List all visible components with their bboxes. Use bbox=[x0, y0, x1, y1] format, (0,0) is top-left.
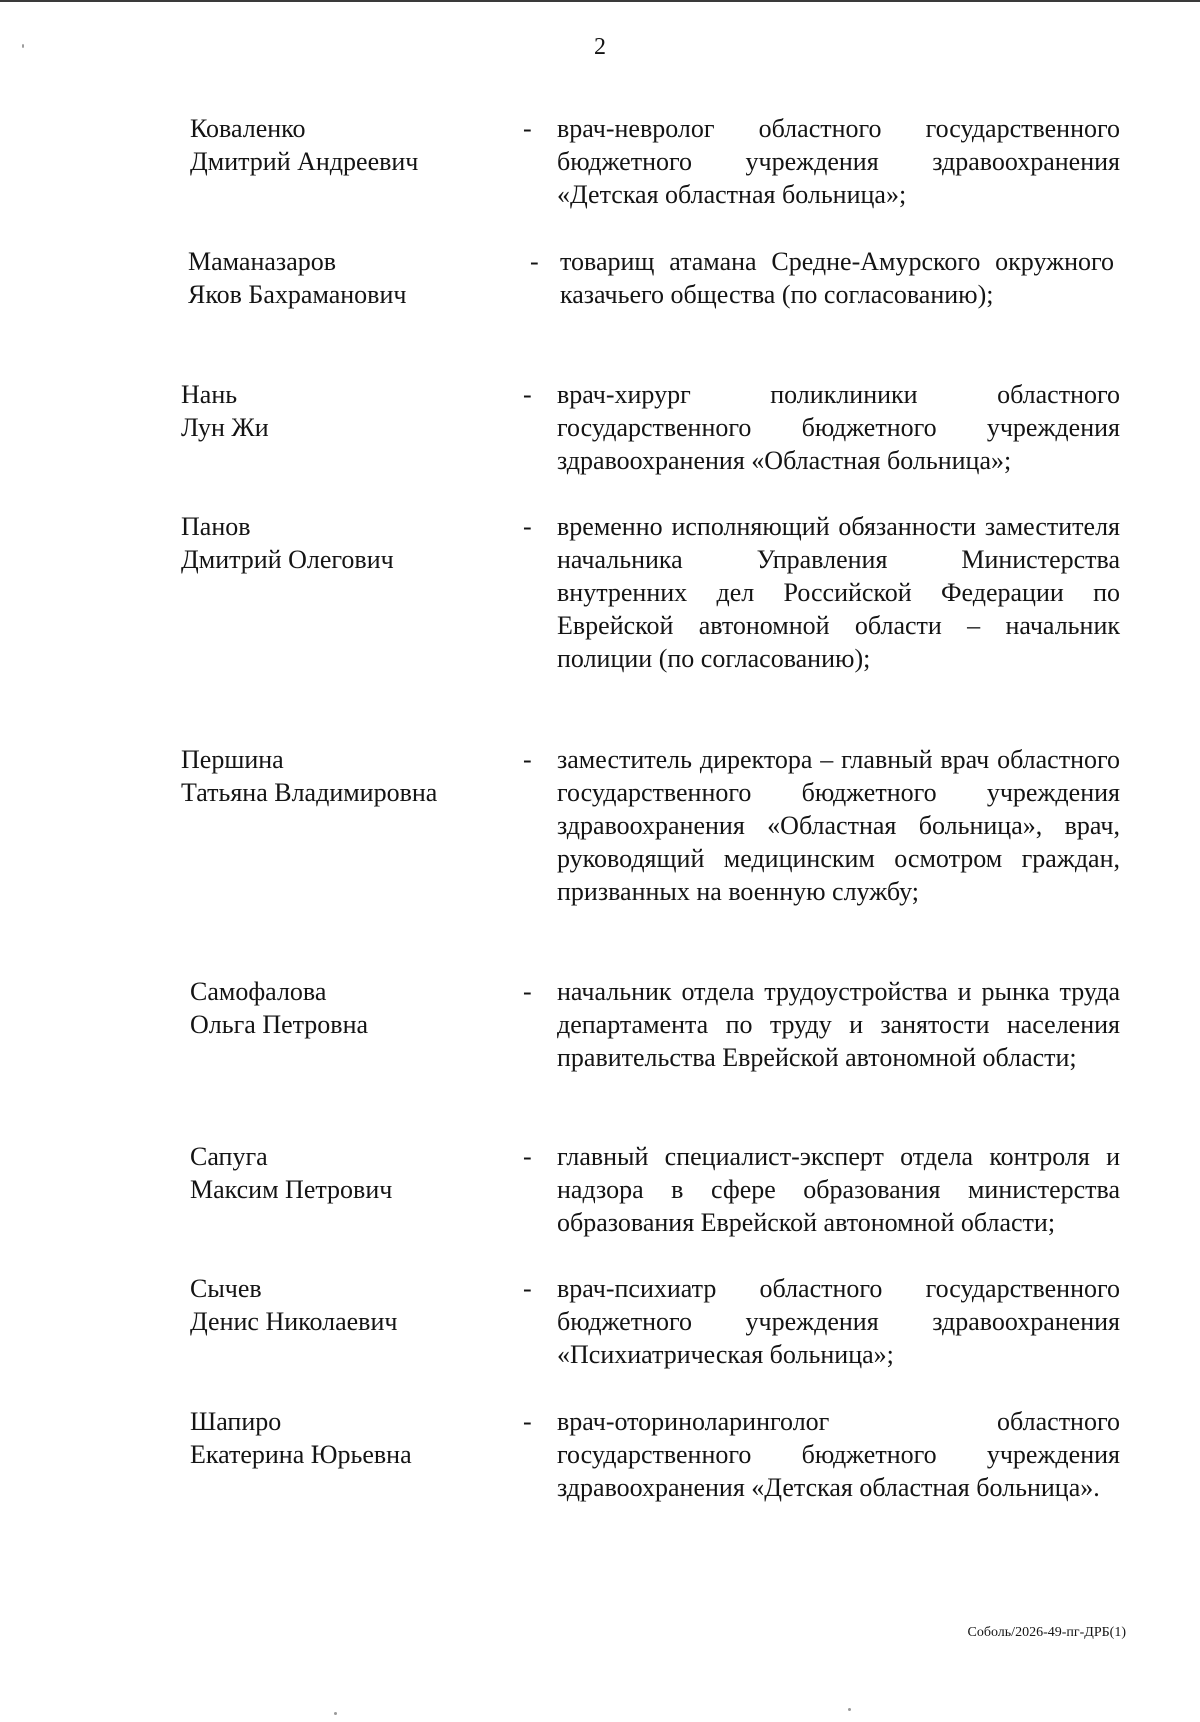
person-given-names: Дмитрий Олегович bbox=[181, 545, 394, 574]
entry-dash: - bbox=[523, 745, 532, 774]
person-position: заместитель директора – главный врач областного государственного бюджетного учреждения здравоохранения «Областная больница», врач, руководящий медицинским осмотром граждан, призванных на военную службу; bbox=[557, 745, 1120, 906]
person-surname: Першина bbox=[181, 745, 284, 774]
person-given-names: Дмитрий Андреевич bbox=[190, 147, 419, 176]
page-top-edge bbox=[0, 0, 1200, 2]
person-position: товарищ атамана Средне-Амурского окружного казачьего общества (по согласованию); bbox=[560, 247, 1114, 309]
person-name bbox=[190, 1140, 392, 1206]
person-name bbox=[188, 245, 406, 311]
person-position: главный специалист-эксперт отдела контроля и надзора в сфере образования министерства образования Еврейской автономной области; bbox=[557, 1142, 1120, 1237]
person-surname: Шапиро bbox=[190, 1407, 282, 1436]
person-given-names: Татьяна Владимировна bbox=[181, 778, 438, 807]
person-position: врач-невролог областного государственного бюджетного учреждения здравоохранения «Детская областная больница»; bbox=[557, 114, 1120, 209]
person-name bbox=[190, 975, 368, 1041]
person-name bbox=[181, 510, 394, 576]
entry-dash: - bbox=[523, 977, 532, 1006]
person-surname: Панов bbox=[181, 512, 251, 541]
entry-dash: - bbox=[523, 114, 532, 143]
person-given-names: Екатерина Юрьевна bbox=[190, 1440, 412, 1469]
person-surname: Маманазаров bbox=[188, 247, 337, 276]
entry-dash: - bbox=[530, 247, 539, 276]
person-position: врач-психиатр областного государственного бюджетного учреждения здравоохранения «Психиатрическая больница»; bbox=[557, 1274, 1120, 1369]
person-surname: Нань bbox=[181, 380, 238, 409]
entry-dash: - bbox=[523, 1142, 532, 1171]
person-position: врач-оториноларинголог областного государственного бюджетного учреждения здравоохранения «Детская областная больница». bbox=[557, 1407, 1120, 1502]
person-position: врач-хирург поликлиники областного государственного бюджетного учреждения здравоохранения «Областная больница»; bbox=[557, 380, 1120, 475]
person-given-names: Яков Бахраманович bbox=[188, 280, 407, 309]
person-surname: Коваленко bbox=[190, 114, 306, 143]
entry-dash: - bbox=[523, 380, 532, 409]
entry-dash: - bbox=[523, 512, 532, 541]
scan-speck bbox=[22, 44, 24, 48]
document-registration-code: Соболь/2026-49-пг-ДРБ(1) bbox=[967, 1625, 1126, 1640]
person-surname: Самофалова bbox=[190, 977, 327, 1006]
person-position: временно исполняющий обязанности заместителя начальника Управления Министерства внутренних дел Российской Федерации по Еврейской автономной области – начальник полиции (по согласованию); bbox=[557, 512, 1120, 673]
page-number: 2 bbox=[594, 34, 606, 60]
person-position: начальник отдела трудоустройства и рынка труда департамента по труду и занятости населения правительства Еврейской автономной области; bbox=[557, 977, 1120, 1072]
entry-dash: - bbox=[523, 1407, 532, 1436]
person-given-names: Максим Петрович bbox=[190, 1175, 393, 1204]
person-name bbox=[190, 112, 418, 178]
person-given-names: Денис Николаевич bbox=[190, 1307, 398, 1336]
person-surname: Сычев bbox=[190, 1274, 262, 1303]
person-name bbox=[181, 378, 269, 444]
person-surname: Сапуга bbox=[190, 1142, 268, 1171]
scan-speck bbox=[848, 1708, 851, 1711]
person-given-names: Лун Жи bbox=[181, 413, 269, 442]
person-name bbox=[181, 743, 437, 809]
person-name bbox=[190, 1272, 397, 1338]
person-name bbox=[190, 1405, 412, 1471]
scan-speck bbox=[334, 1712, 337, 1715]
person-given-names: Ольга Петровна bbox=[190, 1010, 369, 1039]
entry-dash: - bbox=[523, 1274, 532, 1303]
